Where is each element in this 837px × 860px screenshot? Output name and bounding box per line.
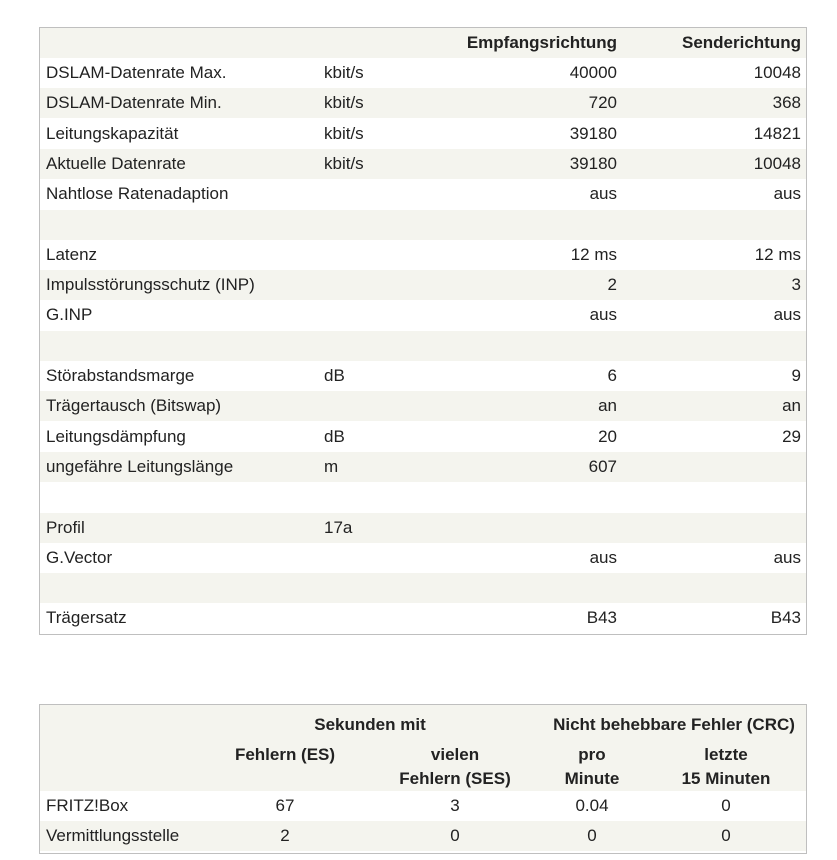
table-row — [40, 391, 806, 421]
header-es-line1: Fehlern (ES) — [234, 745, 336, 764]
table-row — [40, 149, 806, 179]
row-label: Trägertausch (Bitswap) — [46, 396, 222, 416]
send-value: aus — [773, 305, 801, 325]
send-value: 10048 — [753, 153, 801, 173]
receive-value: B43 — [586, 608, 617, 628]
row-unit: kbit/s — [324, 123, 364, 143]
header-crc-errors: Nicht behebbare Fehler (CRC) — [553, 715, 795, 734]
table-row — [40, 88, 806, 118]
table-row — [40, 422, 806, 452]
receive-value: 40000 — [569, 63, 617, 82]
row-unit: kbit/s — [324, 63, 364, 82]
dsl-info-table — [39, 27, 807, 635]
receive-value: 607 — [588, 456, 617, 476]
send-value: 14821 — [753, 123, 801, 143]
table-row — [40, 452, 806, 482]
receive-value: 12 ms — [570, 244, 617, 264]
table-header-row — [40, 28, 806, 58]
header-ses-line2: Fehlern (SES) — [399, 769, 511, 788]
table-row — [40, 603, 806, 633]
table-row — [40, 821, 806, 851]
header-per-minute-line1: pro — [578, 745, 606, 764]
row-label: Vermittlungsstelle — [46, 826, 180, 845]
table-row — [40, 58, 806, 88]
header-ses-line1: vielen — [430, 745, 480, 764]
table-row — [40, 300, 806, 330]
header-last-15-min-line1: letzte — [704, 745, 748, 764]
receive-value: 39180 — [569, 153, 617, 173]
send-value: 3 — [791, 275, 801, 295]
table-row — [40, 240, 806, 270]
receive-value: 6 — [607, 366, 617, 385]
row-label: G.Vector — [46, 547, 113, 567]
crc-last-15-min-value: 0 — [721, 796, 731, 815]
send-value: 10048 — [753, 63, 801, 82]
receive-value: 20 — [598, 426, 617, 446]
row-unit: kbit/s — [324, 93, 364, 113]
receive-value: an — [598, 396, 617, 416]
es-value: 2 — [280, 826, 290, 845]
header-seconds-with: Sekunden mit — [314, 715, 426, 734]
send-value: 368 — [772, 93, 801, 113]
row-label: Nahtlose Ratenadaption — [46, 184, 229, 204]
crc-per-minute-value: 0.04 — [575, 796, 609, 815]
send-value: aus — [773, 547, 801, 567]
receive-value: 720 — [588, 93, 617, 113]
receive-value: aus — [589, 184, 617, 204]
receive-value: aus — [589, 547, 617, 567]
send-value: 12 ms — [754, 244, 801, 264]
row-label: G.INP — [46, 305, 93, 325]
header-per-minute-line2: Minute — [564, 769, 620, 788]
send-value: 29 — [782, 426, 801, 446]
send-value: aus — [773, 184, 801, 204]
crc-per-minute-value: 0 — [587, 826, 597, 845]
table-row — [40, 543, 806, 573]
receive-value: 39180 — [569, 123, 617, 143]
row-label: FRITZ!Box — [46, 796, 129, 815]
table-row — [40, 513, 806, 543]
table-row — [40, 791, 806, 821]
row-unit: m — [324, 456, 339, 476]
table-row — [40, 573, 806, 603]
row-label: ungefähre Leitungslänge — [46, 456, 234, 476]
ses-value: 0 — [450, 826, 460, 845]
table-row — [40, 331, 806, 361]
send-value: 9 — [791, 366, 801, 385]
row-unit: dB — [324, 366, 345, 385]
table-row — [40, 270, 806, 300]
row-label: Leitungskapazität — [46, 123, 179, 143]
row-unit: 17a — [324, 517, 353, 537]
row-unit: kbit/s — [324, 153, 364, 173]
table-row — [40, 179, 806, 209]
send-value: B43 — [770, 608, 801, 628]
row-label: Aktuelle Datenrate — [46, 153, 186, 173]
row-label: Störabstandsmarge — [46, 366, 195, 385]
send-value: an — [782, 396, 801, 416]
table-row — [40, 210, 806, 240]
table-row — [40, 482, 806, 512]
error-stats-table — [39, 704, 807, 854]
row-label: Latenz — [46, 244, 98, 264]
table-row — [40, 361, 806, 391]
row-label: DSLAM-Datenrate Min. — [46, 93, 222, 113]
error-table-header — [40, 705, 806, 791]
row-label: DSLAM-Datenrate Max. — [46, 63, 227, 82]
receive-value: 2 — [607, 275, 617, 295]
header-last-15-min-line2: 15 Minuten — [681, 769, 771, 788]
row-unit: dB — [324, 426, 345, 446]
header-send-direction: Senderichtung — [681, 33, 801, 52]
crc-last-15-min-value: 0 — [721, 826, 731, 845]
row-label: Leitungsdämpfung — [46, 426, 186, 446]
row-label: Impulsstörungsschutz (INP) — [46, 275, 255, 295]
row-label: Profil — [46, 517, 85, 537]
row-label: Trägersatz — [46, 608, 127, 628]
header-receive-direction: Empfangsrichtung — [466, 33, 617, 52]
receive-value: aus — [589, 305, 617, 325]
ses-value: 3 — [450, 796, 460, 815]
table-row — [40, 119, 806, 149]
es-value: 67 — [275, 796, 295, 815]
